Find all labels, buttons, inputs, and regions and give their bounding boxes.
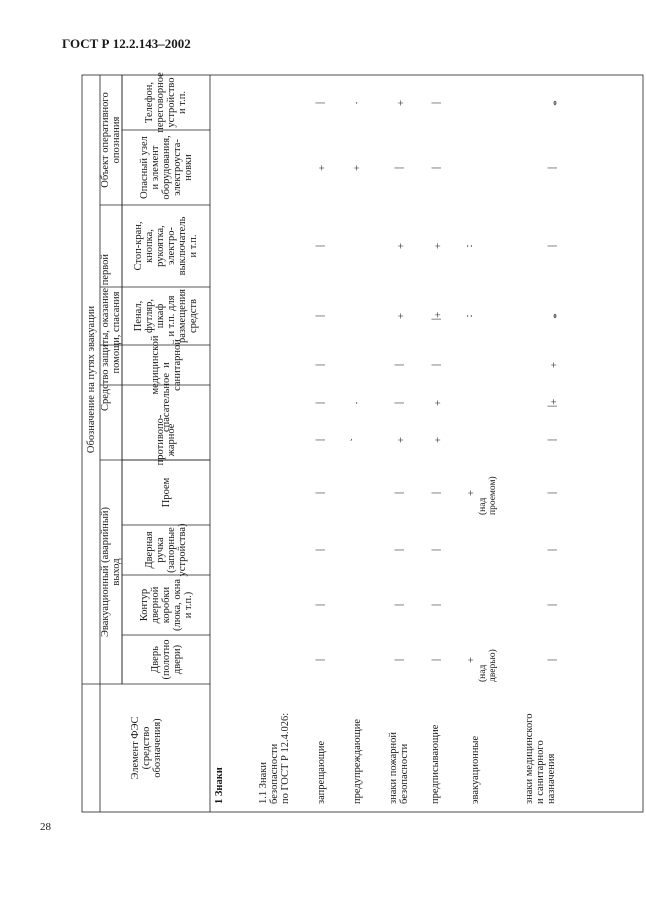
table-cell: + [394,436,406,444]
table-cell: | [547,658,559,661]
table-cell: + [547,361,559,369]
table-cell: · [350,400,362,405]
table-cell: | [394,401,406,404]
table-cell: | [431,491,443,494]
table-row-label: знаки медицинского и санитарного назначения [524,713,557,804]
table-cell: +| [431,311,443,321]
table-row-label: предписывающие [430,724,441,804]
table-cell: * [547,99,559,106]
table-cell: + [394,99,406,106]
table-cell: | [547,548,559,552]
table-row-label: 1.1 Знаки безопасности по ГОСТ Р 12.4.026: [258,712,291,804]
page-number: 28 [40,821,51,833]
col-medical: медицинской и санитарной [149,335,183,395]
table-cell: + [464,656,476,663]
table-cell: : [464,314,476,318]
table-cell: + [431,242,443,250]
table-cell: | [431,166,443,169]
table-cell: | [431,363,443,367]
table-cell: +| [547,398,559,407]
table-cell: + [431,399,443,406]
table-cell-note: (над дверью) [478,648,498,682]
table-cell: ˎ [350,438,362,442]
table-cell: + [350,164,362,171]
table-row-label: предупреждающие [352,719,363,804]
table-cell: + [431,436,443,444]
table-cell: + [394,312,406,320]
table-cell: + [315,164,327,171]
col-fire: противопо- жарное [155,414,177,466]
table-cell-note: (над проемом) [478,475,498,515]
table-cell: | [394,603,406,607]
group-main-header: Обозначение на путях эвакуации [85,305,97,454]
table-cell: | [547,166,559,169]
group-exit-header: Эвакуационный (аварийный) выход [100,506,122,638]
table-cell: | [315,244,327,248]
table-cell: | [394,166,406,169]
table-cell: + [464,489,476,496]
table-cell: | [315,438,327,442]
group-means-header: Средство защиты, оказание первой помощи, спасания [100,254,122,412]
col-stop-switch: Стоп-кран, кнопка, рукоятка, электро- выключатель и т.п. [133,216,199,276]
col-cabinet: Пенал, футляр, шкаф и т.п. для размещения средств [133,288,199,344]
table-cell: | [431,603,443,607]
table-cell: | [315,548,327,552]
table-cell: | [315,658,327,661]
table-cell: | [315,363,327,367]
table-cell: * [547,313,559,319]
col-handle: Дверная ручка (запорные устройства) [144,523,188,577]
table-row-label: знаки пожарной безопасности [388,731,410,804]
group-object-header: Объект оперативного опознания [100,92,122,188]
table-cell: | [394,363,406,367]
table-cell: | [394,658,406,661]
table-cell: | [547,244,559,248]
table-cell: | [547,603,559,607]
document-header: ГОСТ Р 12.2.143–2002 [62,36,191,51]
col-door: Дверь (полотно двери) [149,639,183,680]
table-row-label: запрещающие [316,740,327,804]
table-cell: | [547,438,559,442]
table-cell: | [431,548,443,552]
section-title: 1 Знаки [214,767,225,804]
table-cell: | [547,491,559,494]
table-cell: + [394,242,406,250]
table-cell: | [315,314,327,318]
col-opening: Проем [160,477,172,508]
col-frame: Контур дверной коробки (люка, окна и т.п.) [138,578,194,632]
table-cell: | [431,658,443,661]
table-cell: | [315,401,327,404]
table-cell: | [315,491,327,494]
col-rescue: спасательное [160,372,172,433]
col-hazard-unit: Опасный узел и элемент оборудования, электроуста- новки [138,135,194,200]
table-cell: | [431,101,443,104]
table-cell: · [350,100,362,105]
element-header: Элемент ФЭС (средство обозначения) [129,716,163,780]
col-telephone: Телефон, переговорное устройство и т.п. [144,72,188,133]
table-cell: | [315,603,327,607]
table-row-label: эвакуационные [470,735,481,804]
table-cell: | [394,491,406,494]
table-cell: | [315,101,327,104]
table-cell: : [464,244,476,248]
table-cell: | [394,548,406,552]
